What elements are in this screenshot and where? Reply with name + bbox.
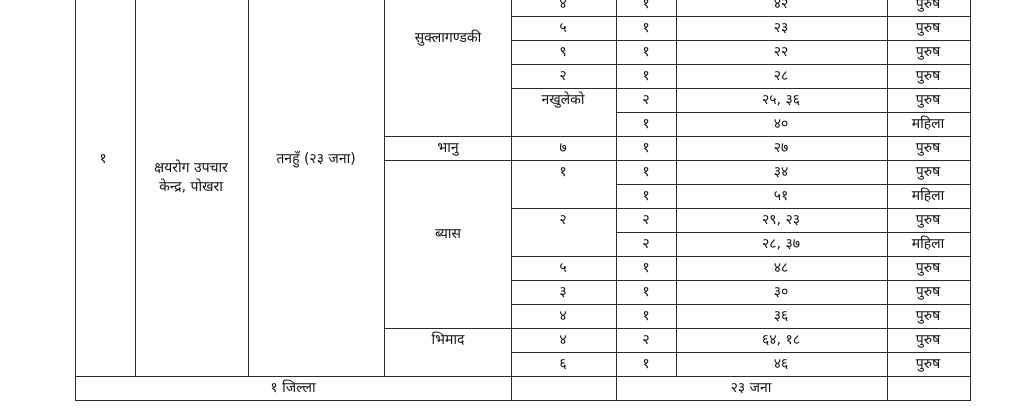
ward-cell: ९: [559, 44, 567, 60]
ward-cell: ६: [559, 356, 567, 372]
sex-cell: महिला: [911, 116, 945, 132]
count-cell: १: [642, 356, 650, 372]
row-divider: [511, 352, 971, 353]
district-cell: तनहुँ (२३ जना): [276, 151, 356, 167]
age-cell: २८: [773, 68, 789, 84]
age-cell: ४६: [773, 356, 789, 372]
age-cell: २५, ३६: [761, 92, 801, 108]
count-cell: २: [642, 212, 650, 228]
sex-cell: पुरुष: [915, 68, 941, 84]
age-cell: ३४: [773, 164, 789, 180]
sex-cell: पुरुष: [915, 212, 941, 228]
sex-cell: पुरुष: [915, 356, 941, 372]
age-cell: ४८: [773, 260, 789, 276]
count-cell: १: [642, 260, 650, 276]
row-divider: [616, 184, 971, 185]
total-row-top: [75, 376, 971, 377]
row-divider: [384, 136, 971, 137]
row-divider: [511, 256, 971, 257]
ward-cell: नखुलेको: [541, 92, 585, 108]
column-divider: [676, 0, 677, 376]
sex-cell: पुरुष: [915, 0, 941, 12]
column-divider: [135, 0, 136, 376]
count-cell: २: [642, 236, 650, 252]
count-cell: १: [642, 0, 650, 12]
sex-cell: पुरुष: [915, 20, 941, 36]
table-border-right: [970, 0, 971, 400]
column-divider: [511, 0, 512, 400]
count-cell: २: [642, 332, 650, 348]
count-cell: १: [642, 284, 650, 300]
sex-cell: महिला: [911, 236, 945, 252]
municipality-cell: भिमाद: [431, 332, 465, 348]
age-cell: ६४, १८: [761, 332, 801, 348]
row-divider: [511, 16, 971, 17]
count-cell: १: [642, 44, 650, 60]
row-divider: [511, 64, 971, 65]
sex-cell: पुरुष: [915, 260, 941, 276]
row-divider: [511, 40, 971, 41]
municipality-cell: सुक्लागण्डकी: [414, 30, 482, 46]
ward-cell: ४: [559, 332, 567, 348]
age-cell: ३०: [773, 284, 789, 300]
age-cell: २३: [773, 20, 789, 36]
row-divider: [511, 304, 971, 305]
municipality-cell: भानु: [437, 140, 459, 156]
row-divider: [384, 160, 971, 161]
sex-cell: पुरुष: [915, 44, 941, 60]
municipality-cell: ब्यास: [435, 226, 461, 242]
row-divider: [511, 88, 971, 89]
ward-cell: ४: [559, 308, 567, 324]
sex-cell: पुरुष: [915, 164, 941, 180]
institution-cell: क्षयरोग उपचार केन्द्र, पोखरा: [154, 160, 228, 195]
row-divider: [616, 232, 971, 233]
sex-cell: पुरुष: [915, 140, 941, 156]
ward-cell: ५: [559, 20, 567, 36]
age-cell: ३६: [773, 308, 789, 324]
table-border-bottom: [75, 400, 971, 401]
count-cell: १: [642, 116, 650, 132]
count-cell: १: [642, 188, 650, 204]
serial-number-cell: १: [99, 151, 107, 167]
count-cell: १: [642, 20, 650, 36]
ward-cell: ७: [559, 140, 567, 156]
sex-cell: पुरुष: [915, 284, 941, 300]
ward-cell: २: [559, 68, 567, 84]
age-cell: २८, ३७: [761, 236, 801, 252]
total-districts-cell: १ जिल्ला: [270, 380, 316, 396]
ward-cell: १: [559, 164, 567, 180]
sex-cell: महिला: [911, 188, 945, 204]
ward-cell: २: [559, 212, 567, 228]
age-cell: २२: [773, 44, 789, 60]
column-divider: [616, 0, 617, 400]
ward-cell: ४: [559, 0, 567, 12]
count-cell: १: [642, 68, 650, 84]
table-border-left: [75, 0, 76, 400]
row-divider: [511, 280, 971, 281]
column-divider: [887, 0, 888, 400]
row-divider: [511, 208, 971, 209]
total-persons-cell: २३ जना: [730, 380, 772, 396]
count-cell: १: [642, 140, 650, 156]
age-cell: २७: [773, 140, 789, 156]
row-divider: [616, 112, 971, 113]
sex-cell: पुरुष: [915, 92, 941, 108]
age-cell: २९, २३: [761, 212, 801, 228]
count-cell: १: [642, 308, 650, 324]
count-cell: २: [642, 92, 650, 108]
age-cell: ४२: [773, 0, 789, 12]
column-divider: [248, 0, 249, 376]
row-divider: [384, 328, 971, 329]
count-cell: १: [642, 164, 650, 180]
ward-cell: ५: [559, 260, 567, 276]
sex-cell: पुरुष: [915, 332, 941, 348]
sex-cell: पुरुष: [915, 308, 941, 324]
age-cell: ४०: [773, 116, 789, 132]
column-divider: [384, 0, 385, 376]
ward-cell: ३: [559, 284, 567, 300]
age-cell: ५१: [773, 188, 789, 204]
